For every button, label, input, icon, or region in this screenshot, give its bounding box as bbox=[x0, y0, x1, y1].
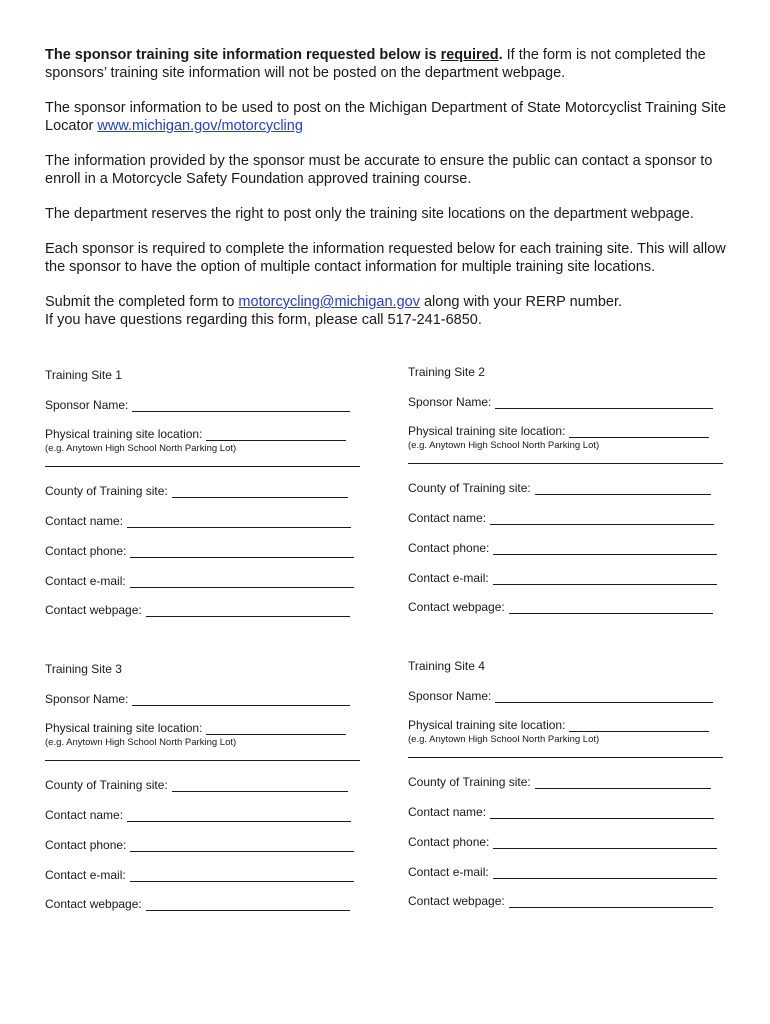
county-label: County of Training site: bbox=[45, 778, 168, 792]
contact-webpage-label: Contact webpage: bbox=[45, 603, 142, 617]
county-field[interactable] bbox=[172, 485, 348, 498]
location-label: Physical training site location: bbox=[45, 427, 203, 441]
contact-email-field[interactable] bbox=[130, 869, 354, 882]
contact-phone-field[interactable] bbox=[493, 836, 717, 849]
contact-name-label: Contact name: bbox=[408, 511, 487, 525]
locator-paragraph bbox=[45, 99, 735, 135]
sponsor-name-field[interactable] bbox=[132, 399, 350, 412]
county-label: County of Training site: bbox=[45, 484, 168, 498]
submit-text: Submit the completed form to bbox=[45, 294, 239, 310]
contact-email-label: Contact e-mail: bbox=[408, 571, 489, 585]
contact-webpage-field[interactable] bbox=[146, 604, 350, 617]
rerp-text: along with your RERP number. bbox=[419, 294, 622, 310]
contact-phone-field[interactable] bbox=[130, 839, 354, 852]
contact-phone-field[interactable] bbox=[493, 542, 717, 555]
contact-name-field[interactable] bbox=[490, 512, 714, 525]
contact-webpage-label: Contact webpage: bbox=[408, 894, 505, 908]
contact-email-label: Contact e-mail: bbox=[408, 865, 489, 879]
site-title: Training Site 4 bbox=[408, 659, 485, 673]
requirement-lead: The sponsor training site information requested below is bbox=[45, 47, 441, 63]
site-title: Training Site 1 bbox=[45, 368, 122, 382]
county-label: County of Training site: bbox=[408, 775, 531, 789]
sponsor-name-label: Sponsor Name: bbox=[45, 692, 129, 706]
county-field[interactable] bbox=[535, 482, 711, 495]
contact-email-field[interactable] bbox=[130, 575, 354, 588]
required-word: required bbox=[440, 47, 499, 63]
location-field-line2[interactable] bbox=[408, 451, 723, 464]
location-field-line2[interactable] bbox=[45, 748, 360, 761]
county-field[interactable] bbox=[535, 776, 711, 789]
location-field[interactable] bbox=[206, 428, 346, 441]
contact-email-field[interactable] bbox=[493, 866, 717, 879]
location-label: Physical training site location: bbox=[408, 424, 566, 438]
locator-text: The sponsor information to be used to post on the Michigan Department of State Motorcyclist Training Site Locator bbox=[45, 100, 727, 134]
contact-phone-label: Contact phone: bbox=[408, 541, 490, 555]
contact-phone-field[interactable] bbox=[130, 545, 354, 558]
sponsor-name-label: Sponsor Name: bbox=[408, 689, 492, 703]
submit-paragraph bbox=[45, 293, 735, 329]
location-hint: (e.g. Anytown High School North Parking Lot) bbox=[45, 737, 237, 748]
sponsor-name-field[interactable] bbox=[495, 690, 713, 703]
contact-webpage-field[interactable] bbox=[509, 601, 713, 614]
contact-name-label: Contact name: bbox=[408, 805, 487, 819]
contact-name-label: Contact name: bbox=[45, 808, 124, 822]
contact-name-field[interactable] bbox=[490, 806, 714, 819]
motorcycling-website-link[interactable]: www.michigan.gov/motorcycling bbox=[97, 118, 303, 134]
contact-email-label: Contact e-mail: bbox=[45, 868, 126, 882]
location-label: Physical training site location: bbox=[45, 721, 203, 735]
county-label: County of Training site: bbox=[408, 481, 531, 495]
contact-email-label: Contact e-mail: bbox=[45, 574, 126, 588]
requirement-period: . bbox=[498, 47, 503, 63]
contact-email-field[interactable] bbox=[493, 572, 717, 585]
contact-name-field[interactable] bbox=[127, 515, 351, 528]
contact-webpage-field[interactable] bbox=[509, 895, 713, 908]
contact-webpage-field[interactable] bbox=[146, 898, 350, 911]
location-field-line2[interactable] bbox=[45, 454, 360, 467]
phone-text: If you have questions regarding this form, please call 517-241-6850. bbox=[45, 312, 482, 328]
location-field[interactable] bbox=[569, 719, 709, 732]
multiple-sites-paragraph: Each sponsor is required to complete the information requested below for each training site. This will allow the sponsor to have the option of multiple contact information for multiple training site locations. bbox=[45, 241, 726, 275]
instructions bbox=[45, 46, 735, 346]
location-hint: (e.g. Anytown High School North Parking Lot) bbox=[408, 440, 600, 451]
sponsor-name-label: Sponsor Name: bbox=[45, 398, 129, 412]
location-field[interactable] bbox=[569, 425, 709, 438]
contact-name-label: Contact name: bbox=[45, 514, 124, 528]
reserve-rights-paragraph: The department reserves the right to post only the training site locations on the department webpage. bbox=[45, 206, 694, 222]
contact-phone-label: Contact phone: bbox=[45, 838, 127, 852]
contact-webpage-label: Contact webpage: bbox=[408, 600, 505, 614]
location-field[interactable] bbox=[206, 722, 346, 735]
requirement-rest: If the form is not completed the sponsors’ training site information will not be posted on the department webpage. bbox=[45, 47, 706, 81]
county-field[interactable] bbox=[172, 779, 348, 792]
contact-phone-label: Contact phone: bbox=[45, 544, 127, 558]
contact-phone-label: Contact phone: bbox=[408, 835, 490, 849]
location-label: Physical training site location: bbox=[408, 718, 566, 732]
sponsor-name-field[interactable] bbox=[495, 396, 713, 409]
requirement-paragraph bbox=[45, 46, 735, 82]
accuracy-paragraph: The information provided by the sponsor must be accurate to ensure the public can contact a sponsor to enroll in a Motorcycle Safety Foundation approved training course. bbox=[45, 153, 713, 187]
contact-name-field[interactable] bbox=[127, 809, 351, 822]
sponsor-name-label: Sponsor Name: bbox=[408, 395, 492, 409]
location-field-line2[interactable] bbox=[408, 745, 723, 758]
email-link[interactable]: motorcycling@michigan.gov bbox=[238, 294, 420, 310]
site-title: Training Site 2 bbox=[408, 365, 485, 379]
location-hint: (e.g. Anytown High School North Parking Lot) bbox=[45, 443, 237, 454]
site-title: Training Site 3 bbox=[45, 662, 122, 676]
location-hint: (e.g. Anytown High School North Parking Lot) bbox=[408, 734, 600, 745]
sponsor-name-field[interactable] bbox=[132, 693, 350, 706]
contact-webpage-label: Contact webpage: bbox=[45, 897, 142, 911]
